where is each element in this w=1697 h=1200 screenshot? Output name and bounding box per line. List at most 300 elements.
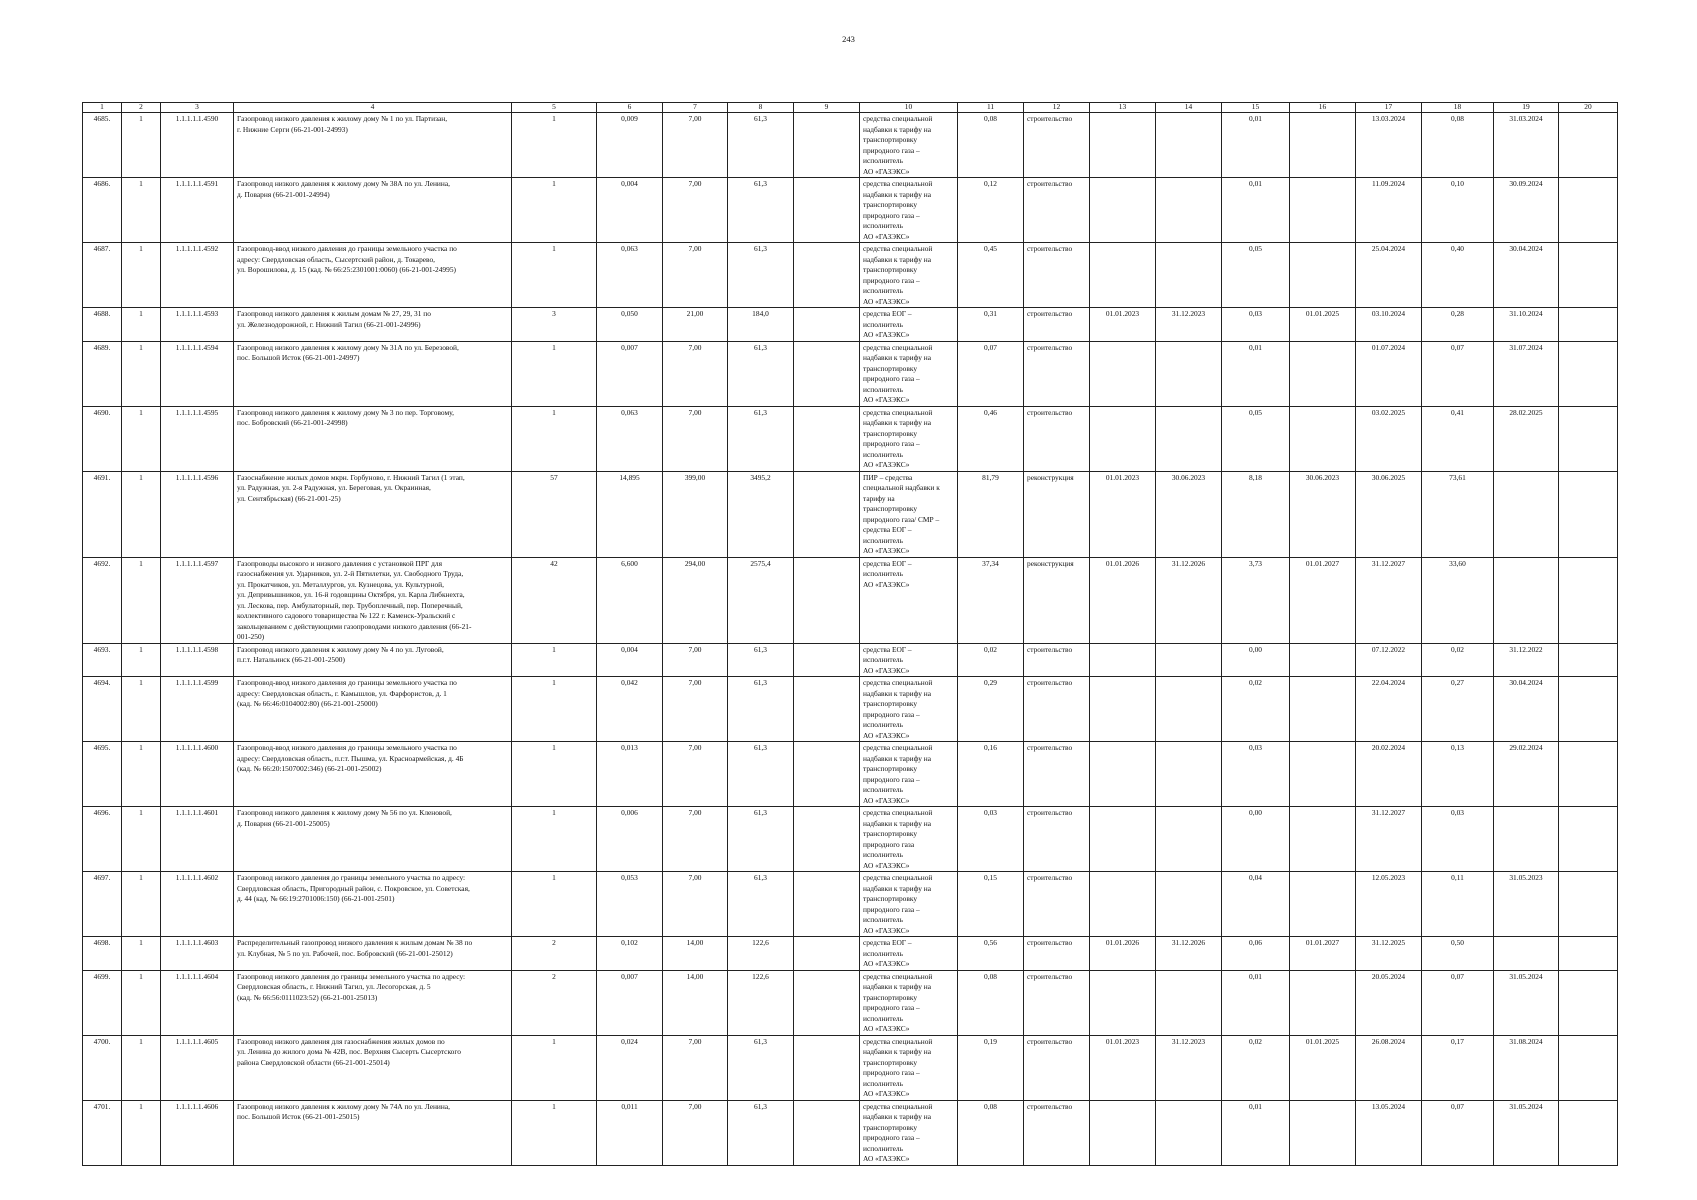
table-cell: 1 [512, 677, 597, 742]
table-cell: 4700. [83, 1035, 122, 1100]
table-cell: 01.01.2023 [1090, 471, 1156, 557]
table-cell: 3 [512, 308, 597, 342]
table-cell: средства специальной надбавки к тарифу на транспортировку природного газа – исполнитель АО «ГАЗЭКС» [860, 1100, 958, 1165]
table-cell: 20.02.2024 [1356, 742, 1422, 807]
table-cell: 31.05.2024 [1494, 1100, 1559, 1165]
table-cell: 0,01 [1222, 970, 1290, 1035]
table-cell: Газоснабжение жилых домов мкрн. Горбуново, г. Нижний Тагил (1 этап, ул. Радужная, ул. 2-я Радужная, ул. Береговая, ул. Окраинная, ул. Сентябрьская) (66-21-001-25) [234, 471, 512, 557]
table-cell: 4699. [83, 970, 122, 1035]
table-cell [1090, 113, 1156, 178]
column-header: 3 [161, 103, 234, 113]
table-cell: 1 [512, 341, 597, 406]
table-cell [1290, 178, 1356, 243]
table-cell: 1.1.1.1.1.4598 [161, 643, 234, 677]
table-cell: 0,03 [1222, 308, 1290, 342]
table-cell: 31.05.2024 [1494, 970, 1559, 1035]
table-cell: 7,00 [663, 643, 728, 677]
table-cell: Газопровод низкого давления к жилым домам № 27, 29, 31 по ул. Железнодорожной, г. Нижний Тагил (66-21-001-24996) [234, 308, 512, 342]
table-cell: 30.06.2023 [1290, 471, 1356, 557]
table-cell [1290, 406, 1356, 471]
table-cell [794, 1100, 860, 1165]
table-cell: 61,3 [728, 872, 794, 937]
table-cell: 0,02 [1422, 643, 1494, 677]
table-cell [1559, 872, 1618, 937]
table-cell: средства специальной надбавки к тарифу на транспортировку природного газа – исполнитель АО «ГАЗЭКС» [860, 341, 958, 406]
table-cell: 29.02.2024 [1494, 742, 1559, 807]
table-cell [794, 557, 860, 643]
table-cell: 1.1.1.1.1.4600 [161, 742, 234, 807]
table-cell: 399,00 [663, 471, 728, 557]
table-cell: 0,15 [958, 872, 1024, 937]
page-number: 243 [842, 34, 855, 44]
table-cell: 7,00 [663, 406, 728, 471]
column-header: 19 [1494, 103, 1559, 113]
table-cell: 1 [122, 807, 161, 872]
table-cell: 31.12.2027 [1356, 807, 1422, 872]
table-cell: 3,73 [1222, 557, 1290, 643]
table-cell: 1.1.1.1.1.4594 [161, 341, 234, 406]
table-row [83, 1100, 1618, 1165]
column-header: 10 [860, 103, 958, 113]
table-cell [1290, 970, 1356, 1035]
table-cell: 0,007 [597, 970, 663, 1035]
table-cell: 1.1.1.1.1.4605 [161, 1035, 234, 1100]
table-cell: 31.12.2023 [1156, 1035, 1222, 1100]
table-cell [1290, 677, 1356, 742]
table-cell: 0,45 [958, 243, 1024, 308]
table-cell [1090, 178, 1156, 243]
table-cell [1290, 113, 1356, 178]
table-cell [1290, 742, 1356, 807]
table-cell: 1.1.1.1.1.4606 [161, 1100, 234, 1165]
table-cell: 1 [122, 677, 161, 742]
table-cell [1090, 872, 1156, 937]
table-cell [1090, 970, 1156, 1035]
table-cell: 0,063 [597, 406, 663, 471]
table-cell: 30.09.2024 [1494, 178, 1559, 243]
table-cell: 0,07 [1422, 341, 1494, 406]
table-cell: 25.04.2024 [1356, 243, 1422, 308]
table-row [83, 308, 1618, 342]
table-cell: 0,29 [958, 677, 1024, 742]
table-cell: 21,00 [663, 308, 728, 342]
table-cell: 1 [122, 937, 161, 971]
table-cell: Газопровод низкого давления к жилому дому № 56 по ул. Кленовой, д. Поварня (66-21-001-25005) [234, 807, 512, 872]
table-cell: 7,00 [663, 677, 728, 742]
table-cell: 37,34 [958, 557, 1024, 643]
table-cell: 1.1.1.1.1.4604 [161, 970, 234, 1035]
table-cell [1494, 557, 1559, 643]
table-cell: 4689. [83, 341, 122, 406]
table-cell: 0,56 [958, 937, 1024, 971]
table-cell: средства ЕОГ – исполнитель АО «ГАЗЭКС» [860, 937, 958, 971]
table-cell: 4688. [83, 308, 122, 342]
table-cell: средства ЕОГ – исполнитель АО «ГАЗЭКС» [860, 643, 958, 677]
table-cell: Газопровод низкого давления к жилому дому № 1 по ул. Партизан, г. Нижние Серги (66-21-001-24993) [234, 113, 512, 178]
column-header: 18 [1422, 103, 1494, 113]
table-cell: 122,6 [728, 937, 794, 971]
table-cell: Газопровод-ввод низкого давления до границы земельного участка по адресу: Свердловская область, г. Камышлов, ул. Фарфористов, д. 1 (кад. № 66:46:0104002:80) (66-21-001-25000) [234, 677, 512, 742]
table-cell [1090, 742, 1156, 807]
table-cell: 30.06.2023 [1156, 471, 1222, 557]
table-cell: 0,042 [597, 677, 663, 742]
table-cell [1559, 471, 1618, 557]
table-cell: 0,08 [958, 1100, 1024, 1165]
table-cell [1156, 872, 1222, 937]
column-header: 12 [1024, 103, 1090, 113]
table-cell: 0,004 [597, 643, 663, 677]
table-cell [1559, 643, 1618, 677]
table-cell: 0,050 [597, 308, 663, 342]
investment-program-table [82, 102, 1618, 1166]
table-cell: 0,08 [958, 113, 1024, 178]
table-cell: средства специальной надбавки к тарифу на транспортировку природного газа – исполнитель АО «ГАЗЭКС» [860, 677, 958, 742]
table-cell: 0,28 [1422, 308, 1494, 342]
table-cell: 3495,2 [728, 471, 794, 557]
table-cell: 0,27 [1422, 677, 1494, 742]
table-cell: 03.02.2025 [1356, 406, 1422, 471]
table-cell [1156, 341, 1222, 406]
table-row [83, 113, 1618, 178]
table-cell: 0,08 [958, 970, 1024, 1035]
table-cell: 0,07 [1422, 1100, 1494, 1165]
table-cell: 0,19 [958, 1035, 1024, 1100]
table-cell: 01.01.2023 [1090, 1035, 1156, 1100]
table-cell: 1.1.1.1.1.4597 [161, 557, 234, 643]
table-cell: средства ЕОГ – исполнитель АО «ГАЗЭКС» [860, 557, 958, 643]
table-cell [1090, 677, 1156, 742]
table-row [83, 178, 1618, 243]
table-cell: 61,3 [728, 113, 794, 178]
table-cell: строительство [1024, 970, 1090, 1035]
table-row [83, 677, 1618, 742]
table-cell: Газопровод низкого давления до границы земельного участка по адресу: Свердловская область, г. Нижний Тагил, ул. Лесогорская, д. 5 (кад. № 66:56:0111023:52) (66-21-001-25013) [234, 970, 512, 1035]
table-cell: строительство [1024, 1100, 1090, 1165]
table-cell: 26.08.2024 [1356, 1035, 1422, 1100]
table-cell [1290, 341, 1356, 406]
table-cell [1290, 643, 1356, 677]
table-cell: строительство [1024, 807, 1090, 872]
table-cell: 0,50 [1422, 937, 1494, 971]
table-cell: 0,02 [958, 643, 1024, 677]
table-row [83, 557, 1618, 643]
table-cell: 0,10 [1422, 178, 1494, 243]
table-cell: 1 [122, 113, 161, 178]
table-cell: ПИР – средства специальной надбавки к тарифу на транспортировку природного газа/ СМР – средства ЕОГ – исполнитель АО «ГАЗЭКС» [860, 471, 958, 557]
table-body [83, 113, 1618, 1166]
table-cell: 0,02 [1222, 677, 1290, 742]
table-cell [1290, 243, 1356, 308]
table-row [83, 872, 1618, 937]
table-cell: 1 [122, 341, 161, 406]
table-cell: средства специальной надбавки к тарифу на транспортировку природного газа – исполнитель АО «ГАЗЭКС» [860, 243, 958, 308]
table-cell: 31.12.2022 [1494, 643, 1559, 677]
table-cell: строительство [1024, 308, 1090, 342]
table-cell [794, 807, 860, 872]
table-cell: средства ЕОГ – исполнитель АО «ГАЗЭКС» [860, 308, 958, 342]
table-cell: реконструкция [1024, 471, 1090, 557]
table-cell: строительство [1024, 937, 1090, 971]
table-cell [1290, 1100, 1356, 1165]
table-cell: 0,13 [1422, 742, 1494, 807]
column-header: 13 [1090, 103, 1156, 113]
table-cell: 0,46 [958, 406, 1024, 471]
table-cell: 0,009 [597, 113, 663, 178]
table-cell: 01.01.2025 [1290, 308, 1356, 342]
table-cell: 1 [122, 742, 161, 807]
table-cell: 1.1.1.1.1.4593 [161, 308, 234, 342]
table-cell: 1.1.1.1.1.4591 [161, 178, 234, 243]
table-cell [794, 341, 860, 406]
table-cell [1156, 178, 1222, 243]
table-cell: средства специальной надбавки к тарифу на транспортировку природного газа – исполнитель АО «ГАЗЭКС» [860, 178, 958, 243]
table-cell: 01.01.2026 [1090, 557, 1156, 643]
table-cell: 2 [512, 970, 597, 1035]
table-cell: 01.07.2024 [1356, 341, 1422, 406]
table-cell: 0,07 [1422, 970, 1494, 1035]
table-cell [1156, 113, 1222, 178]
table-cell: строительство [1024, 341, 1090, 406]
table-cell: 4693. [83, 643, 122, 677]
table-cell: 1 [122, 178, 161, 243]
table-cell: строительство [1024, 643, 1090, 677]
table-cell: Газопровод низкого давления к жилому дому № 38А по ул. Ленина, д. Поварня (66-21-001-24994) [234, 178, 512, 243]
table-cell: 31.12.2026 [1156, 937, 1222, 971]
table-row [83, 742, 1618, 807]
table-cell: 4696. [83, 807, 122, 872]
table-cell: 1 [512, 406, 597, 471]
table-cell: 0,06 [1222, 937, 1290, 971]
table-cell: 1 [122, 557, 161, 643]
table-cell: 73,61 [1422, 471, 1494, 557]
column-header: 7 [663, 103, 728, 113]
table-cell: 2575,4 [728, 557, 794, 643]
table-cell: 0,05 [1222, 243, 1290, 308]
table-row [83, 243, 1618, 308]
table-cell [794, 677, 860, 742]
table-cell: 0,07 [958, 341, 1024, 406]
table-cell [794, 178, 860, 243]
table-cell [1559, 557, 1618, 643]
table-cell: 7,00 [663, 807, 728, 872]
column-header: 6 [597, 103, 663, 113]
table-cell: 0,007 [597, 341, 663, 406]
table-cell: 0,01 [1222, 341, 1290, 406]
table-cell: 1 [122, 1100, 161, 1165]
table-cell: 0,11 [1422, 872, 1494, 937]
table-cell: 4691. [83, 471, 122, 557]
table-cell: 4694. [83, 677, 122, 742]
column-header: 11 [958, 103, 1024, 113]
table-cell: 1.1.1.1.1.4595 [161, 406, 234, 471]
table-cell: 8,18 [1222, 471, 1290, 557]
table-cell: 11.09.2024 [1356, 178, 1422, 243]
table-cell: 1 [122, 308, 161, 342]
table-cell: 0,03 [958, 807, 1024, 872]
table-cell: 4687. [83, 243, 122, 308]
table-cell: 0,00 [1222, 807, 1290, 872]
table-cell: 61,3 [728, 406, 794, 471]
column-header: 9 [794, 103, 860, 113]
table-cell: 31.08.2024 [1494, 1035, 1559, 1100]
table-cell: 31.07.2024 [1494, 341, 1559, 406]
table-cell: 1 [512, 872, 597, 937]
table-cell: 30.04.2024 [1494, 243, 1559, 308]
table-cell: 57 [512, 471, 597, 557]
table-cell: 13.05.2024 [1356, 1100, 1422, 1165]
table-cell: 61,3 [728, 341, 794, 406]
table-cell: 0,00 [1222, 643, 1290, 677]
table-cell [1290, 872, 1356, 937]
table-cell: 0,053 [597, 872, 663, 937]
table-cell: 1 [122, 1035, 161, 1100]
table-cell: 1.1.1.1.1.4590 [161, 113, 234, 178]
table-cell: 01.01.2025 [1290, 1035, 1356, 1100]
column-header: 5 [512, 103, 597, 113]
table-cell [1559, 742, 1618, 807]
table-cell: 4686. [83, 178, 122, 243]
table-cell: 0,102 [597, 937, 663, 971]
table-cell: 01.01.2027 [1290, 557, 1356, 643]
table-cell [794, 742, 860, 807]
column-header: 15 [1222, 103, 1290, 113]
table-cell: средства специальной надбавки к тарифу на транспортировку природного газа – исполнитель АО «ГАЗЭКС» [860, 742, 958, 807]
table-cell: 0,013 [597, 742, 663, 807]
table-cell [1156, 243, 1222, 308]
table-cell: 22.04.2024 [1356, 677, 1422, 742]
table-cell [1559, 341, 1618, 406]
table-cell: 0,16 [958, 742, 1024, 807]
table-cell: 4690. [83, 406, 122, 471]
table-cell: 1.1.1.1.1.4592 [161, 243, 234, 308]
table-cell: 33,60 [1422, 557, 1494, 643]
table-cell: строительство [1024, 742, 1090, 807]
table-cell: 30.04.2024 [1494, 677, 1559, 742]
table-row [83, 406, 1618, 471]
table-row [83, 807, 1618, 872]
table-cell: 0,03 [1222, 742, 1290, 807]
table-row [83, 970, 1618, 1035]
table-cell: Распределительный газопровод низкого давления к жилым домам № 38 по ул. Клубная, № 5 по ул. Рабочей, пос. Бобровский (66-21-001-25012) [234, 937, 512, 971]
table-cell: 0,41 [1422, 406, 1494, 471]
table-cell: 0,004 [597, 178, 663, 243]
table-cell: средства специальной надбавки к тарифу на транспортировку природного газа – исполнитель АО «ГАЗЭКС» [860, 406, 958, 471]
table-cell: Газопровод-ввод низкого давления до границы земельного участка по адресу: Свердловская область, Сысертский район, д. Токарево, ул. Ворошилова, д. 15 (кад. № 66:25:2301001:0060) (66-21-001-24995) [234, 243, 512, 308]
table-cell: 4697. [83, 872, 122, 937]
table-cell [1156, 742, 1222, 807]
table-cell: 2 [512, 937, 597, 971]
table-cell: 61,3 [728, 742, 794, 807]
table-cell: средства специальной надбавки к тарифу на транспортировку природного газа – исполнитель АО «ГАЗЭКС» [860, 872, 958, 937]
table-cell: 30.06.2025 [1356, 471, 1422, 557]
table-cell: 0,02 [1222, 1035, 1290, 1100]
table-cell: реконструкция [1024, 557, 1090, 643]
table-cell: 7,00 [663, 872, 728, 937]
table-cell: Газопровод низкого давления до границы земельного участка по адресу: Свердловская область, Пригородный район, с. Покровское, ул. Советская, д. 44 (кад. № 66:19:2701006:150) (66-21-001-2501) [234, 872, 512, 937]
table-cell: 14,895 [597, 471, 663, 557]
table-cell: 1 [122, 643, 161, 677]
table-cell: 7,00 [663, 243, 728, 308]
table-cell: 1 [122, 872, 161, 937]
table-cell: 1 [512, 243, 597, 308]
column-header: 20 [1559, 103, 1618, 113]
table-cell: 31.12.2023 [1156, 308, 1222, 342]
table-cell [1090, 406, 1156, 471]
column-header: 4 [234, 103, 512, 113]
table-cell: 0,011 [597, 1100, 663, 1165]
table-cell: 7,00 [663, 113, 728, 178]
table-cell: 01.01.2023 [1090, 308, 1156, 342]
table-cell: 7,00 [663, 1035, 728, 1100]
table-cell: строительство [1024, 872, 1090, 937]
table-cell: строительство [1024, 677, 1090, 742]
table-cell: 31.10.2024 [1494, 308, 1559, 342]
table-cell [794, 243, 860, 308]
table-cell [794, 643, 860, 677]
table-cell: 0,40 [1422, 243, 1494, 308]
table-cell: 20.05.2024 [1356, 970, 1422, 1035]
table-cell [794, 970, 860, 1035]
table-cell: 81,79 [958, 471, 1024, 557]
table-cell: 0,12 [958, 178, 1024, 243]
table-cell: 4685. [83, 113, 122, 178]
table-cell [1494, 471, 1559, 557]
table-cell: 1 [122, 243, 161, 308]
table-cell: 294,00 [663, 557, 728, 643]
table-cell: 1 [122, 970, 161, 1035]
table-cell: Газопровод-ввод низкого давления до границы земельного участка по адресу: Свердловская область, п.г.т. Пышма, ул. Красноармейская, д. 4Б (кад. № 66:20:1507002:346) (66-21-001-25002) [234, 742, 512, 807]
table-cell [1559, 1100, 1618, 1165]
table-cell [1090, 341, 1156, 406]
table-cell: 14,00 [663, 970, 728, 1035]
table-cell: 0,063 [597, 243, 663, 308]
table-cell: 1 [512, 1035, 597, 1100]
table-cell: 4692. [83, 557, 122, 643]
table-cell: 03.10.2024 [1356, 308, 1422, 342]
table-cell [794, 471, 860, 557]
column-header: 14 [1156, 103, 1222, 113]
table-cell: 61,3 [728, 643, 794, 677]
table-cell [1090, 643, 1156, 677]
table-cell: 7,00 [663, 178, 728, 243]
table-cell: Газопровод низкого давления к жилому дому № 74А по ул. Ленина, пос. Большой Исток (66-21-001-25015) [234, 1100, 512, 1165]
column-header: 17 [1356, 103, 1422, 113]
column-header: 1 [83, 103, 122, 113]
table-cell [1156, 1100, 1222, 1165]
table-cell [1559, 970, 1618, 1035]
table-cell: строительство [1024, 113, 1090, 178]
table-cell: 31.03.2024 [1494, 113, 1559, 178]
table-cell: 28.02.2025 [1494, 406, 1559, 471]
table-row [83, 341, 1618, 406]
table-cell [794, 406, 860, 471]
table-cell: 0,01 [1222, 178, 1290, 243]
table-cell: 61,3 [728, 1035, 794, 1100]
table-cell [794, 113, 860, 178]
table-cell [794, 1035, 860, 1100]
table-cell: 1 [122, 471, 161, 557]
table-cell: 1 [512, 643, 597, 677]
table-cell: 01.01.2027 [1290, 937, 1356, 971]
table-cell: 1.1.1.1.1.4603 [161, 937, 234, 971]
table-cell: средства специальной надбавки к тарифу на транспортировку природного газа исполнитель АО «ГАЗЭКС» [860, 807, 958, 872]
table-cell: 0,31 [958, 308, 1024, 342]
table-cell [1559, 308, 1618, 342]
investment-program-table-container [82, 102, 1617, 1166]
column-header: 2 [122, 103, 161, 113]
table-cell [1559, 113, 1618, 178]
table-cell: 0,024 [597, 1035, 663, 1100]
